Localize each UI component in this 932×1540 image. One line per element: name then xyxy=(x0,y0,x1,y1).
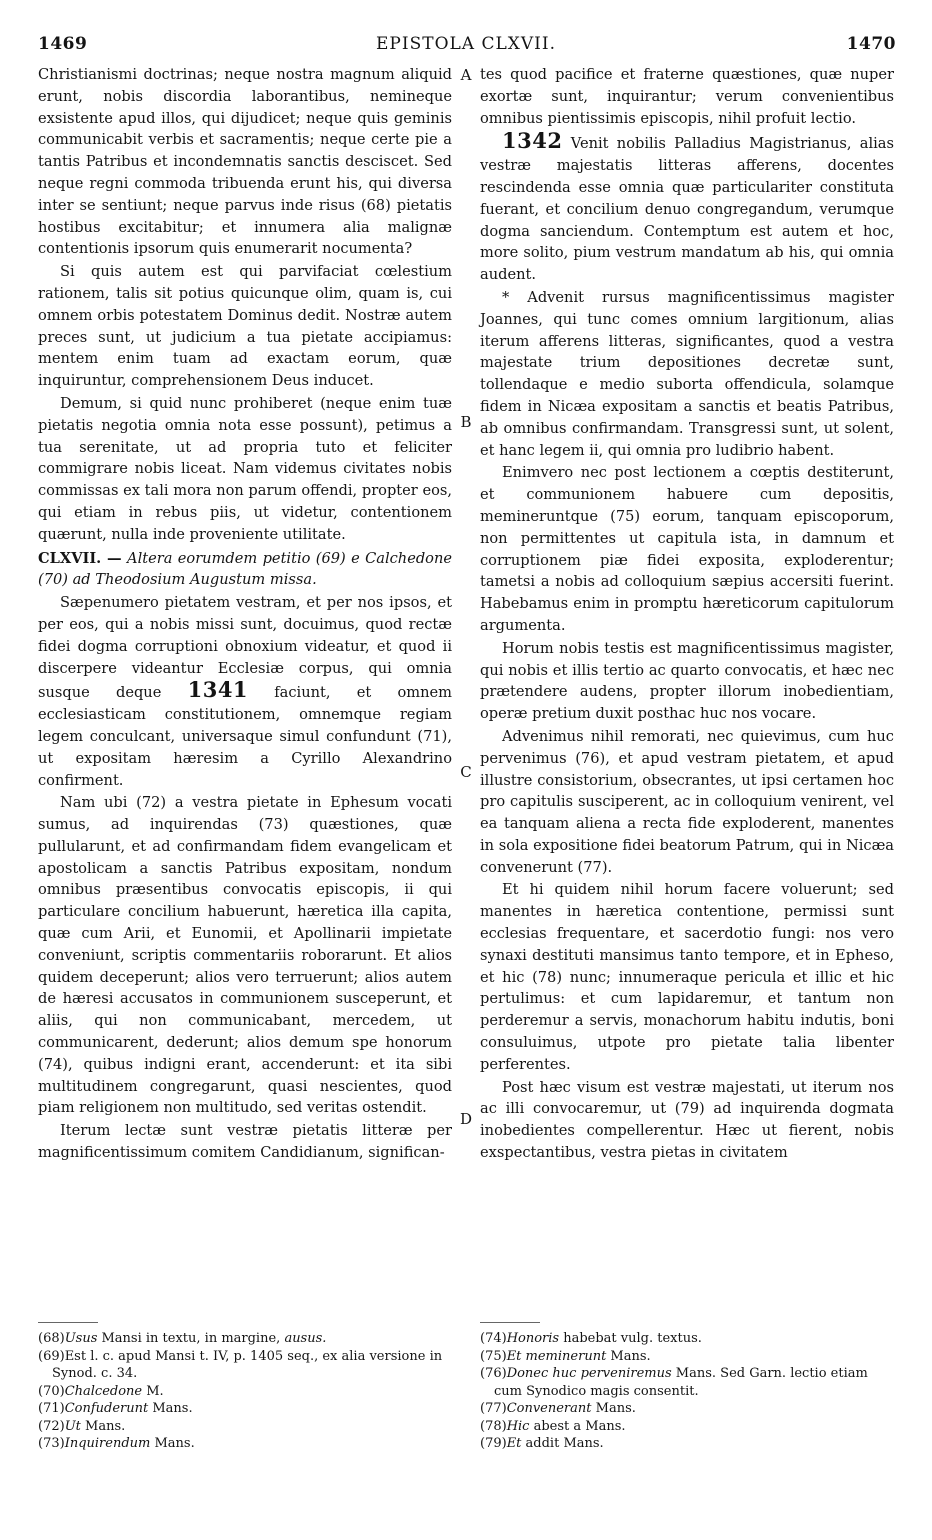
footnote xyxy=(38,1435,452,1453)
margin-marker-d: D xyxy=(459,1110,473,1128)
column-number-marker: 1342 xyxy=(502,128,563,154)
paragraph-text: faciunt, et omnem ecclesiasticam constitutionem, omnemque regiam legem conculcant, universaque simul confundunt (71), ut expositam hæresim a Cyrillo Alexandrino confirment. xyxy=(38,684,452,789)
paragraph: Si quis autem est qui parvifaciat cœlestium rationem, talis sit potius quicunque olim, quam is, cui omnem orbis potestatem Dominus dedit. Nostræ autem preces sunt, ut judicium a tua pietate accipiamus: mentem enim tuam ad exactam eorum, quæ inquiruntur, comprehensionem Deus inducet. xyxy=(38,263,452,390)
paragraph: Advenimus nihil remorati, nec quievimus, cum huc pervenimus (76), et apud vestram pietatem, et apud illustre consistorium, obsecrantes, ut ipsi certamen hoc pro capitulis susciperent, ac in colloquium venirent, vel ea tanquam aliena a recta fide exploderent, manentes in sola expositione fidei beatorum Patrum, qui in Nicæa convenerunt (77). xyxy=(480,727,894,876)
footnote-number: (71) xyxy=(38,1401,65,1416)
footnotes-left xyxy=(38,1330,452,1453)
footnote-italic: Usus xyxy=(64,1331,98,1346)
footnote-number: (75) xyxy=(480,1348,507,1364)
paragraph: Demum, si quid nunc prohiberet (neque enim tuæ pietatis negotia omnia nota esse possunt), petimus a tua serenitate, ut ad propria tuto et feliciter commigrare nobis liceat. Nam videmus civitates nobis commissas ex tali mora non parum offendi, propter eos, qui etiam in rebus piis, ut videtur, contentionem quærunt, nulla inde proveniente utilitate. xyxy=(38,394,452,543)
paragraph: tes quod pacifice et fraterne quæstiones, quæ nuper exortæ sunt, inquirantur; verum convenientibus omnibus pientissimis episcopis, nihil profuit lectio. xyxy=(480,66,894,127)
footnote xyxy=(38,1418,452,1436)
footnote-italic: Et meminerunt xyxy=(506,1348,607,1364)
footnote-text: Mans. Sed Garn. lectio etiam cum Synodico magis consentit. xyxy=(494,1366,868,1399)
margin-marker-b: B xyxy=(460,413,472,431)
paragraph-text: Venit nobilis Palladius Magistrianus, alias vestræ majestatis litteras afferens, docentes rescindenda esse omnia quæ particulariter constituta fuerant, et concilium denuo congregandum, verumque dogma sanciendum. Contemptum est autem et hoc, more solito, pium vestrum mandatum ab his, qui omnia audent. xyxy=(480,135,894,284)
paragraph xyxy=(38,592,452,791)
footnote-rule xyxy=(480,1322,540,1323)
footnote-italic: Convenerant xyxy=(506,1401,592,1416)
footnote-number: (77) xyxy=(480,1401,507,1416)
footnote-italic: ausus. xyxy=(284,1331,327,1346)
page-number-left: 1469 xyxy=(38,34,88,54)
footnote xyxy=(38,1383,452,1401)
paragraph xyxy=(480,130,894,286)
paragraph: Post hæc visum est vestræ majestati, ut iterum nos ac illi convocaremur, ut (79) ad inquirenda dogmata inobedientes compellerentur. Hæc ut fierent, nobis exspectantibus, vestra pietas in civitatem xyxy=(480,1078,894,1162)
footnote-number: (78) xyxy=(480,1418,507,1434)
page-number-right: 1470 xyxy=(846,34,896,54)
footnote-italic: Et xyxy=(506,1436,522,1451)
footnote-italic: Donec huc perveniremus xyxy=(506,1366,672,1381)
footnote-number: (69) xyxy=(38,1348,65,1364)
letter-number: CLXVII. — xyxy=(38,549,122,567)
footnote-text: Mans. xyxy=(80,1418,126,1434)
paragraph-text: Sæpenumero pietatem vestram, et per nos ipsos, et per eos, qui a nobis missi sunt, docuimus, quod rectæ fidei dogma corruptioni obnoxium videatur, et quod ii discerpere videantur Ecclesiæ corpus, qui omnia susque deque xyxy=(38,594,452,702)
footnotes-right xyxy=(480,1330,894,1453)
footnote xyxy=(480,1418,894,1436)
footnote-text: Mansi in textu, in margine, xyxy=(97,1331,285,1346)
footnote xyxy=(480,1400,894,1418)
footnote-number: (74) xyxy=(480,1331,507,1346)
footnote xyxy=(480,1348,894,1366)
footnote-text: Mans. xyxy=(606,1348,651,1364)
paragraph: * Advenit rursus magnificentissimus magister Joannes, qui tunc comes omnium largitionum, alias iterum afferens litteras, significantes, quod a vestra majestate trium depositiones decretæ sunt, tollendaque e medio suborta offendicula, solamque fidem in Nicæa expositam a sanctis et beatis Patribus, ab omnibus confirmandam. Transgressi sunt, ut solent, et hanc legem ii, qui omnia pro ludibrio habent. xyxy=(480,288,894,459)
letter-title: Altera eorumdem petitio (69) e Calchedone (70) ad Theodosium Augustum missa. xyxy=(38,549,452,589)
footnote-italic: Honoris xyxy=(506,1331,560,1346)
footnote-number: (68) xyxy=(38,1331,65,1346)
footnote-italic: Inquirendum xyxy=(64,1436,151,1451)
footnote-italic: Confuderunt xyxy=(64,1401,149,1416)
paragraph: Enimvero nec post lectionem a cœptis destiterunt, et communionem habuere cum depositis, memineruntque (75) eorum, tanquam episcoporum, non permittentes ut capitula ista, in damnum et corruptionem piæ fidei exposita, exploderentur; tametsi a nobis ad colloquium sæpius accersiti fuerint. Habebamus enim in promptu hæreticorum capitulorum argumenta. xyxy=(480,464,894,634)
footnote-text: habebat vulg. textus. xyxy=(559,1331,702,1346)
footnote-text: Mans. xyxy=(148,1401,193,1416)
paragraph: Horum nobis testis est magnificentissimus magister, qui nobis et illis tertio ac quarto convocatis, et hæc nec prætendere audens, propter illorum inobedientiam, operæ pretium duxit posthac huc nos vocare. xyxy=(480,639,894,723)
running-title: EPISTOLA CLXVII. xyxy=(376,34,556,54)
margin-marker-a: A xyxy=(460,66,472,84)
footnote-text: M. xyxy=(142,1383,164,1399)
footnote-rule xyxy=(38,1322,98,1323)
footnote-number: (76) xyxy=(480,1366,507,1381)
footnote xyxy=(38,1330,452,1348)
footnote-number: (70) xyxy=(38,1383,65,1399)
footnote xyxy=(480,1330,894,1348)
column-number-marker: 1341 xyxy=(187,677,249,703)
footnote-number: (72) xyxy=(38,1418,65,1434)
footnote-text: abest a Mans. xyxy=(529,1418,626,1434)
footnote-text: Est l. c. apud Mansi t. IV, p. 1405 seq., ex alia versione in Synod. c. 34. xyxy=(52,1348,443,1381)
footnote-italic: Chalcedone xyxy=(64,1383,143,1399)
left-column xyxy=(38,64,452,1164)
footnote xyxy=(480,1365,894,1400)
footnote-text: Mans. xyxy=(591,1401,636,1416)
letter-heading xyxy=(38,548,452,592)
paragraph: Iterum lectæ sunt vestræ pietatis litteræ per magnificentissimum comitem Candidianum, significan- xyxy=(38,1122,452,1162)
paragraph: Et hi quidem nihil horum facere voluerunt; sed manentes in hæretica contentione, permissi sunt ecclesias frequentare, et sacerdotio fungi: nos vero synaxi destituti mansimus tanto tempore, et in Epheso, et hic (78) nunc; innumeraque pericula et illic et hic pertulimus: et cum lapidaremur, et tantum non perderemur a servis, monachorum habitu indutis, boni consuluimus, utpote pro pietate talia libenter perferentes. xyxy=(480,881,894,1073)
footnote-italic: Ut xyxy=(64,1418,81,1434)
footnote xyxy=(38,1400,452,1418)
footnote-text: Mans. xyxy=(150,1436,195,1451)
footnote-italic: Hic xyxy=(506,1418,530,1434)
footnote-number: (79) xyxy=(480,1436,507,1451)
footnote xyxy=(480,1435,894,1453)
paragraph: Nam ubi (72) a vestra pietate in Ephesum vocati sumus, ad inquirendas (73) quæstiones, quæ pullularunt, et ad confirmandam fidem evangelicam et apostolicam a sanctis Patribus expositam, nondum omnibus præsentibus convocatis episcopis, ii qui particulare concilium habuerunt, hæretica illa capita, quæ cum Arii, et Eunomii, et Apollinarii impietate conveniunt, scriptis commentariis roborarunt. Et alios quidem deceperunt; alios vero terruerunt; alios autem de hæresi accusatos in communionem susceperunt, et aliis, qui non communicabant, mercedem, ut communicarent, dederunt; alios demum spe honorum (74), quibus indigni erant, accenderunt: et ita sibi multitudinem congregarunt, quasi nescientes, quod piam religionem non multitudo, sed veritas ostendit. xyxy=(38,794,452,1117)
footnote-number: (73) xyxy=(38,1436,65,1451)
paragraph: Christianismi doctrinas; neque nostra magnum aliquid erunt, nobis discordia laborantibus, nemineque exsistente apud illos, qui dijudicet; neque quis geminis communicabit verbis et sacramentis; neque certe pie a tantis Patribus et incondemnatis sanctis desciscet. Sed neque regni commoda tribuenda erunt his, qui diversa inter se sentiunt; neque parvus inde risus (68) pietatis hostibus excitabitur; et innumera alia malignæ contentionis ipsorum quis enumerarit nocumenta? xyxy=(38,66,452,258)
right-column xyxy=(480,64,894,1164)
footnote-text: addit Mans. xyxy=(521,1436,604,1451)
margin-marker-c: C xyxy=(460,763,472,781)
footnote xyxy=(38,1348,452,1383)
